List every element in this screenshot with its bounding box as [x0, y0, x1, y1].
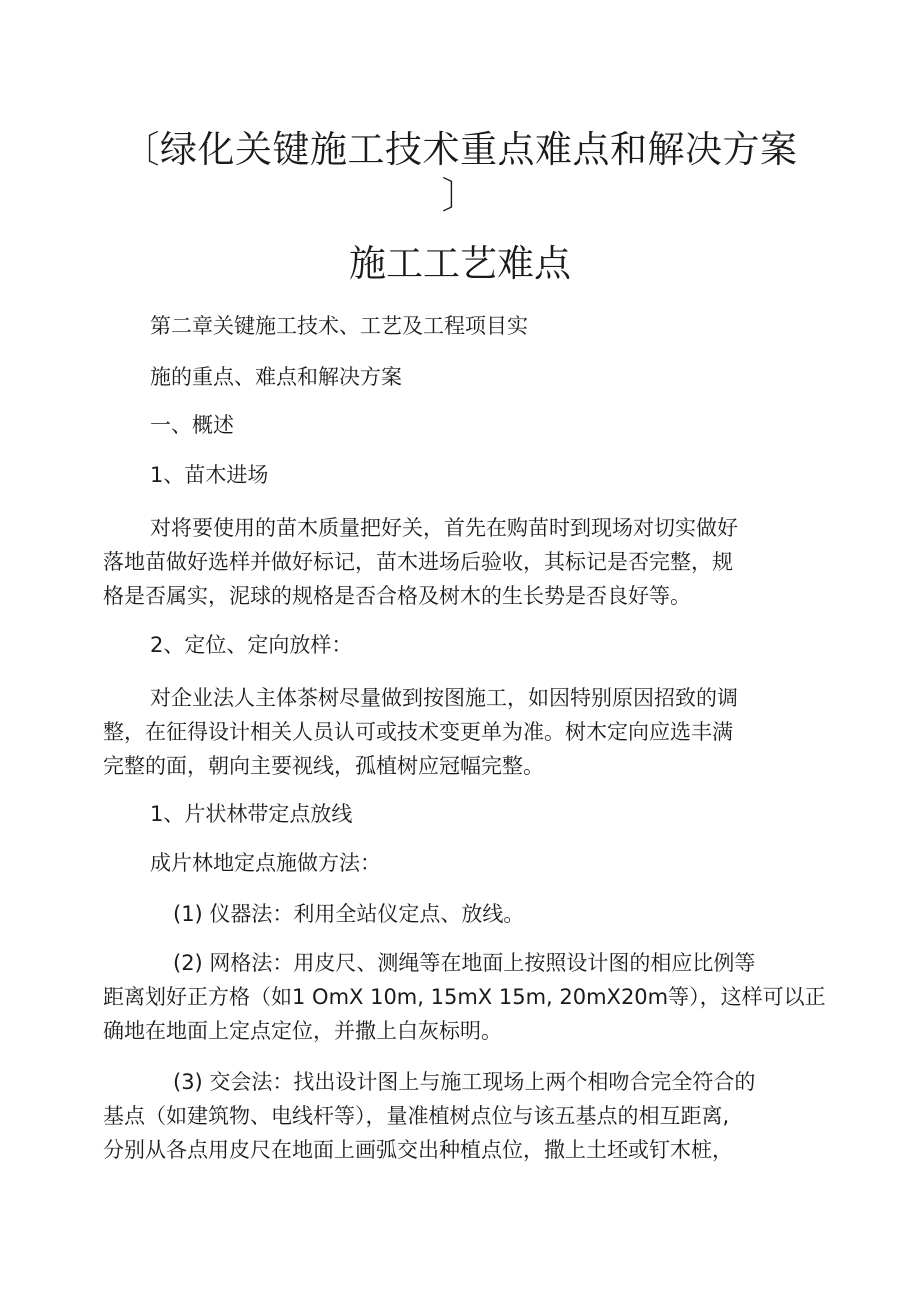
paragraph-line: 格是否属实，泥球的规格是否合格及树木的生长势是否良好等。 [103, 584, 691, 608]
paragraph-line: 整，在征得设计相关人员认可或技术变更单为准。树木定向应选丰满 [103, 720, 733, 744]
method-grid: (2) 网格法：用皮尺、测绳等在地面上按照设计图的相应比例等 [173, 951, 756, 975]
chapter-heading-cont: 施的重点、难点和解决方案 [150, 365, 402, 389]
paragraph-line: 分别从各点用皮尺在地面上画弧交出种植点位，撒上土坯或钉木桩， [103, 1138, 733, 1162]
paragraph-line: 完整的面，朝向主要视线，孤植树应冠幅完整。 [103, 754, 544, 778]
document-title-bracket: 〕 [441, 174, 479, 217]
paragraph-line: 基点（如建筑物、电线杆等），量准植树点位与该五基点的相互距离, [103, 1104, 730, 1128]
method-intersection: (3) 交会法：找出设计图上与施工现场上两个相吻合完全符合的 [173, 1070, 756, 1094]
chapter-heading: 第二章关键施工技术、工艺及工程项目实 [150, 314, 528, 338]
document-subtitle: 施工工艺难点 [349, 242, 571, 285]
paragraph-line: 距离划好正方格（如1 OmX 10m, 15mX 15m, 20mX20m等），这样可以正 [103, 985, 826, 1009]
paragraph-line: 成片林地定点施做方法： [150, 851, 381, 875]
item-heading-positioning: 2、定位、定向放样： [150, 633, 353, 657]
item-heading-seedlings: 1、苗木进场 [150, 463, 269, 487]
paragraph-line: 对企业法人主体茶树尽量做到按图施工，如因特别原因招致的调 [150, 686, 738, 710]
paragraph-line: 对将要使用的苗木质量把好关，首先在购苗时到现场对切实做好 [150, 516, 738, 540]
document-title: 〔绿化关键施工技术重点难点和解决方案 [122, 128, 798, 171]
section-heading-overview: 一、概述 [150, 413, 234, 437]
method-instrument: (1) 仪器法：利用全站仪定点、放线。 [173, 902, 525, 926]
paragraph-line: 落地苗做好选样并做好标记，苗木进场后验收，其标记是否完整，规 [103, 550, 733, 574]
paragraph-line: 确地在地面上定点定位，并撒上白灰标明。 [103, 1019, 502, 1043]
item-heading-forest-belt: 1、片状林带定点放线 [150, 802, 353, 826]
